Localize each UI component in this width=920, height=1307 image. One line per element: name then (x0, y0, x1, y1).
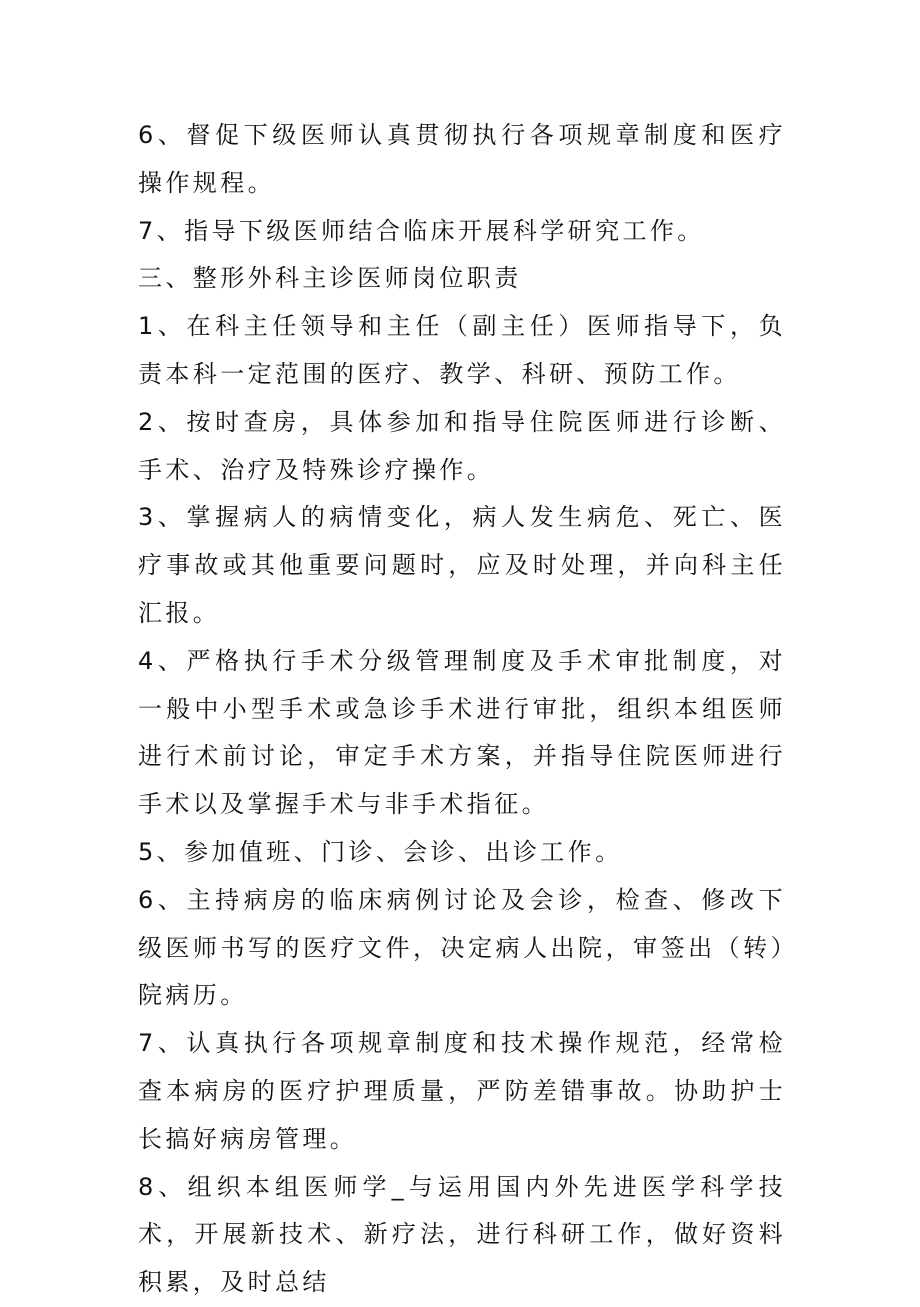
paragraph-duty-6-supervise: 6、督促下级医师认真贯彻执行各项规章制度和医疗操作规程。 (138, 121, 786, 197)
paragraph-item-4: 4、严格执行手术分级管理制度及手术审批制度，对一般中小型手术或急诊手术进行审批，组织本组医师进行术前讨论，审定手术方案，并指导住院医师进行手术以及掌握手术与非手术指征。 (138, 646, 786, 819)
paragraph-item-5: 5、参加值班、门诊、会诊、出诊工作。 (138, 837, 623, 866)
paragraph-duty-7-research: 7、指导下级医师结合临床开展科学研究工作。 (138, 216, 705, 245)
paragraph-item-3: 3、掌握病人的病情变化，病人发生病危、死亡、医疗事故或其他重要问题时，应及时处理，并向科主任汇报。 (138, 503, 786, 627)
paragraph-item-8: 8、组织本组医师学_与运用国内外先进医学科学技术，开展新技术、新疗法，进行科研工作，做好资料积累，及时总结 (138, 1172, 786, 1297)
paragraph-item-2: 2、按时查房，具体参加和指导住院医师进行诊断、手术、治疗及特殊诊疗操作。 (138, 407, 786, 484)
paragraph-item-1: 1、在科主任领导和主任（副主任）医师指导下，负责本科一定范围的医疗、教学、科研、预防工作。 (138, 312, 786, 388)
paragraph-item-7: 7、认真执行各项规章制度和技术操作规范，经常检查本病房的医疗护理质量，严防差错事故。协助护士长搞好病房管理。 (138, 1029, 786, 1153)
section-heading: 三、整形外科主诊医师岗位职责 (138, 264, 522, 293)
document-body (138, 112, 786, 1307)
paragraph-item-6: 6、主持病房的临床病例讨论及会诊，检查、修改下级医师书写的医疗文件，决定病人出院，审签出（转）院病历。 (138, 885, 786, 1010)
